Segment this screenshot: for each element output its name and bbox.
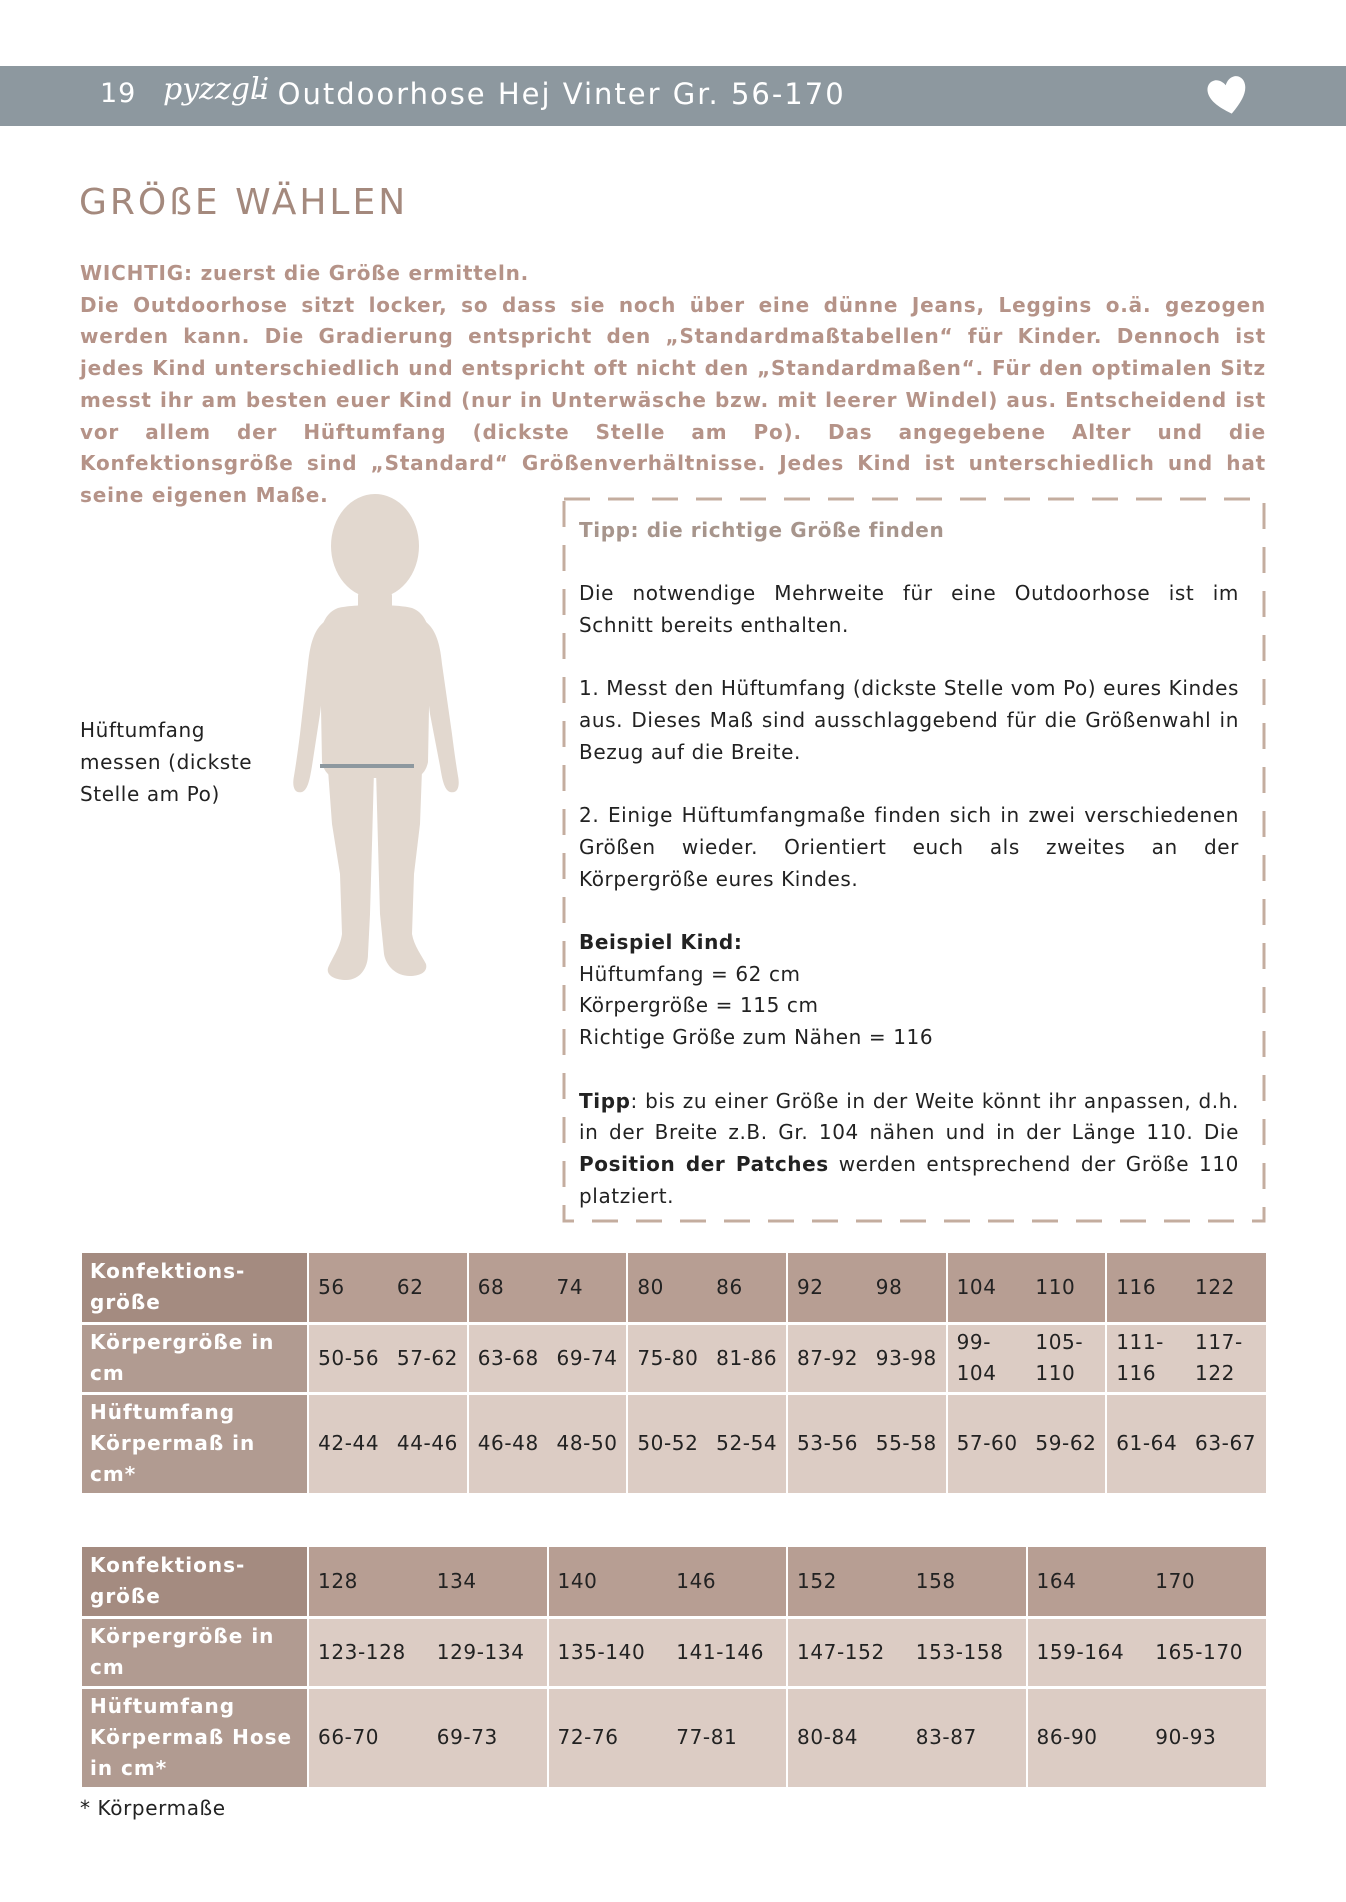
- footnote: * Körpermaße: [80, 1796, 226, 1820]
- table-cell: 90-93: [1146, 1687, 1266, 1787]
- table-row: [82, 1393, 1266, 1493]
- table-cell: 72-76: [548, 1687, 668, 1787]
- example-line-1: Hüftumfang = 62 cm: [579, 961, 801, 986]
- table-row: [82, 1253, 1266, 1323]
- table-cell: 111-116: [1106, 1323, 1186, 1393]
- example-title: Beispiel Kind:: [579, 930, 743, 955]
- tip-title: Tipp: die richtige Größe finden: [579, 518, 945, 542]
- table-cell: 165-170: [1146, 1617, 1266, 1687]
- table-row: [82, 1687, 1266, 1787]
- row-label: Körpergröße in cm: [82, 1323, 308, 1393]
- size-table-large: [82, 1547, 1266, 1787]
- table-row: [82, 1617, 1266, 1687]
- table-cell: 80-84: [787, 1687, 907, 1787]
- table-cell: 105-110: [1026, 1323, 1106, 1393]
- table-cell: 158: [907, 1547, 1027, 1617]
- tip-paragraph-1: Die notwendige Mehrweite für eine Outdoorhose ist im Schnitt bereits enthalten.: [579, 581, 1239, 638]
- row-label: Hüftumfang Körpermaß in cm*: [82, 1393, 308, 1493]
- table-cell: 99-104: [947, 1323, 1027, 1393]
- table-row: [82, 1547, 1266, 1617]
- table-cell: 129-134: [428, 1617, 548, 1687]
- tip-box: [562, 497, 1266, 1223]
- tip-paragraph-final: Tipp: bis zu einer Größe in der Weite könnt ihr anpassen, d.h. in der Breite z.B. Gr. 104 nähen und in der Länge 110. Die Position der Patches werden entsprechend der Größe 110 platziert.: [579, 1088, 1239, 1208]
- table-cell: 83-87: [907, 1687, 1027, 1787]
- table-cell: 62: [388, 1253, 468, 1323]
- table-cell: 69-74: [548, 1323, 628, 1393]
- table-cell: 61-64: [1106, 1393, 1186, 1493]
- table-cell: 59-62: [1026, 1393, 1106, 1493]
- row-label: Konfektions-größe: [82, 1253, 308, 1323]
- table-cell: 141-146: [667, 1617, 787, 1687]
- table-cell: 122: [1186, 1253, 1266, 1323]
- example-line-2: Körpergröße = 115 cm: [579, 993, 819, 1018]
- table-cell: 56: [308, 1253, 388, 1323]
- table-cell: 117-122: [1186, 1323, 1266, 1393]
- table-cell: 57-62: [388, 1323, 468, 1393]
- hip-measure-label: Hüftumfang messen (dickste Stelle am Po): [80, 718, 253, 806]
- table-cell: 128: [308, 1547, 428, 1617]
- heart-icon: [1207, 76, 1249, 116]
- table-cell: 69-73: [428, 1687, 548, 1787]
- table-cell: 57-60: [947, 1393, 1027, 1493]
- row-label: Konfektions-größe: [82, 1547, 308, 1617]
- table-cell: 98: [867, 1253, 947, 1323]
- table-cell: 134: [428, 1547, 548, 1617]
- table-cell: 92: [787, 1253, 867, 1323]
- table-cell: 140: [548, 1547, 668, 1617]
- table-cell: 93-98: [867, 1323, 947, 1393]
- table-cell: 81-86: [707, 1323, 787, 1393]
- intro-important: WICHTIG: zuerst die Größe ermitteln.: [80, 261, 530, 285]
- table-cell: 146: [667, 1547, 787, 1617]
- intro-text: [80, 258, 1266, 512]
- table-cell: 104: [947, 1253, 1027, 1323]
- table-cell: 46-48: [468, 1393, 548, 1493]
- table-cell: 116: [1106, 1253, 1186, 1323]
- table-cell: 123-128: [308, 1617, 428, 1687]
- example-line-3: Richtige Größe zum Nähen = 116: [579, 1025, 934, 1050]
- table-cell: 86: [707, 1253, 787, 1323]
- row-label: Hüftumfang Körpermaß Hose in cm*: [82, 1687, 308, 1787]
- table-cell: 164: [1027, 1547, 1147, 1617]
- table-cell: 135-140: [548, 1617, 668, 1687]
- table-cell: 153-158: [907, 1617, 1027, 1687]
- document-title: - Outdoorhose Hej Vinter Gr. 56-170: [254, 77, 846, 111]
- table-cell: 63-67: [1186, 1393, 1266, 1493]
- section-title: GRÖßE WÄHLEN: [79, 182, 409, 223]
- table-cell: 68: [468, 1253, 548, 1323]
- brand-logo: pyzzgli: [163, 72, 270, 107]
- table-cell: 48-50: [548, 1393, 628, 1493]
- child-silhouette-figure: [280, 494, 470, 984]
- table-cell: 50-52: [627, 1393, 707, 1493]
- table-cell: 74: [548, 1253, 628, 1323]
- table-cell: 147-152: [787, 1617, 907, 1687]
- table-cell: 87-92: [787, 1323, 867, 1393]
- table-cell: 55-58: [867, 1393, 947, 1493]
- table-cell: 159-164: [1027, 1617, 1147, 1687]
- tip-paragraph-2: 1. Messt den Hüftumfang (dickste Stelle vom Po) eures Kindes aus. Dieses Maß sind ausschlaggebend für die Größenwahl in Bezug auf die Breite.: [579, 676, 1239, 764]
- table-row: [82, 1323, 1266, 1393]
- table-cell: 86-90: [1027, 1687, 1147, 1787]
- table-cell: 170: [1146, 1547, 1266, 1617]
- table-cell: 152: [787, 1547, 907, 1617]
- tip-paragraph-3: 2. Einige Hüftumfangmaße finden sich in zwei verschiedenen Größen wieder. Orientiert euch als zweites an der Körpergröße eures Kindes.: [579, 803, 1239, 891]
- row-label: Körpergröße in cm: [82, 1617, 308, 1687]
- table-cell: 50-56: [308, 1323, 388, 1393]
- table-cell: 66-70: [308, 1687, 428, 1787]
- table-cell: 77-81: [667, 1687, 787, 1787]
- size-table-small: [82, 1253, 1266, 1493]
- page-number: 19: [100, 78, 137, 109]
- table-cell: 75-80: [627, 1323, 707, 1393]
- table-cell: 63-68: [468, 1323, 548, 1393]
- table-cell: 80: [627, 1253, 707, 1323]
- table-cell: 53-56: [787, 1393, 867, 1493]
- table-cell: 44-46: [388, 1393, 468, 1493]
- table-cell: 110: [1026, 1253, 1106, 1323]
- intro-paragraph: Die Outdoorhose sitzt locker, so dass sie noch über eine dünne Jeans, Leggins o.ä. gezogen werden kann. Die Gradierung entspricht den „Standardmaßtabellen“ für Kinder. Dennoch ist jedes Kind unterschiedlich und entspricht oft nicht den „Standardmaßen“. Für den optimalen Sitz messt ihr am besten euer Kind (nur in Unterwäsche bzw. mit leerer Windel) aus. Entscheidend ist vor allem der Hüftumfang (dickste Stelle am Po). Das angegebene Alter und die Konfektionsgröße sind „Standard“ Größenverhältnisse. Jedes Kind ist unterschiedlich und hat seine eigenen Maße.: [80, 292, 1266, 507]
- page-header: [0, 66, 1346, 126]
- table-cell: 52-54: [707, 1393, 787, 1493]
- table-cell: 42-44: [308, 1393, 388, 1493]
